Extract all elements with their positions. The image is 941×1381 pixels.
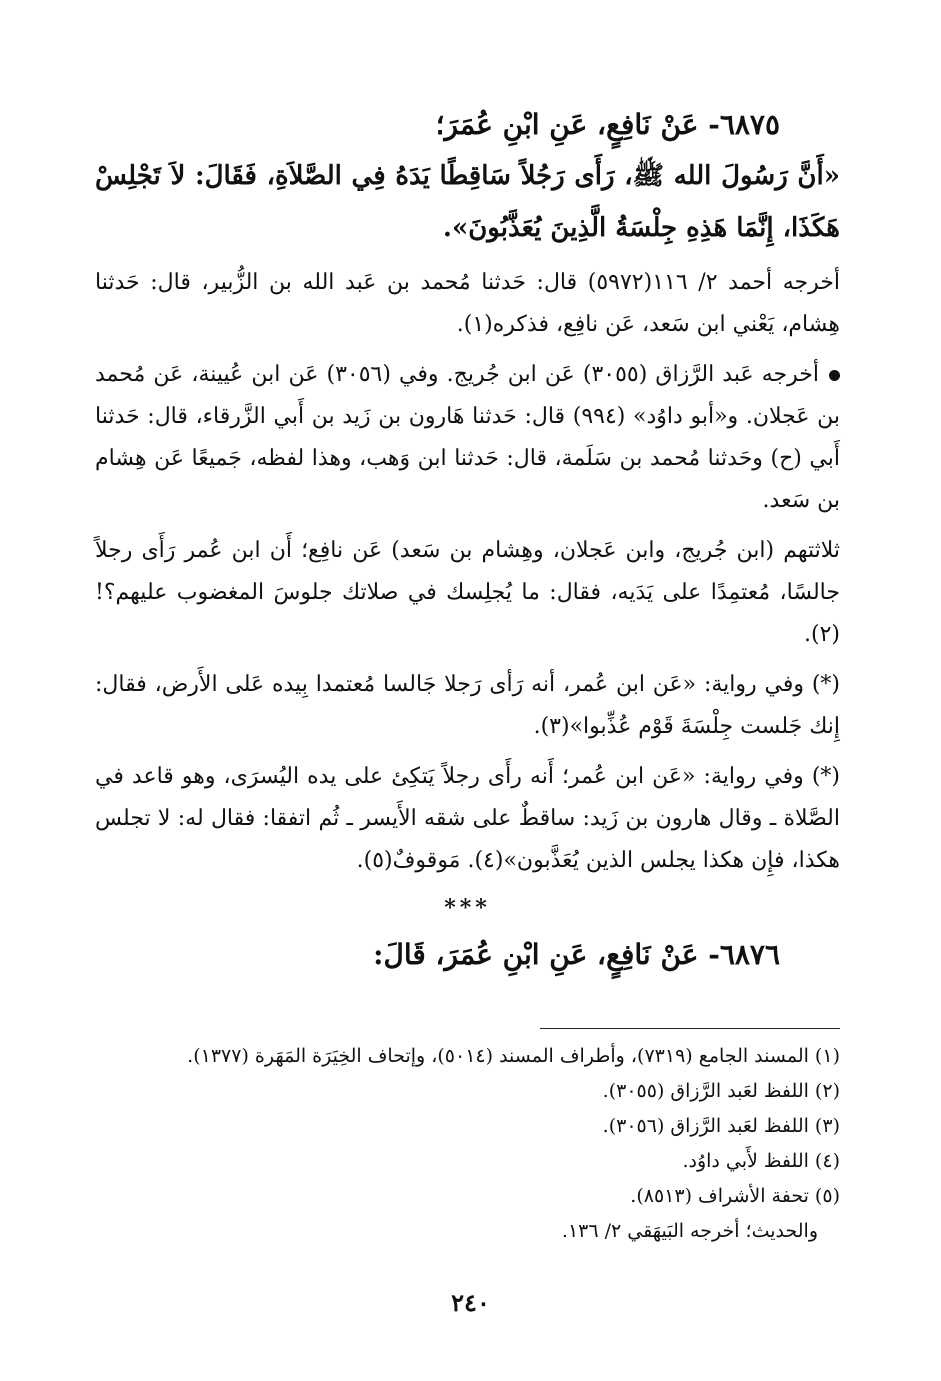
hadith-heading-6876: ٦٨٧٦- عَنْ نَافِعٍ، عَنِ ابْنِ عُمَرَ، قَالَ:: [373, 938, 780, 971]
footnote-1: (١) المسند الجامع (٧٣١٩)، وأطراف المسند (٥٠١٤)، وإتحاف الخِيَرَة المَهَرة (١٣٧٧).: [187, 1045, 840, 1067]
footnote-5-continuation: والحديث؛ أخرجه البَيهَقي ٢/ ١٣٦.: [561, 1220, 818, 1242]
footnote-5: (٥) تحفة الأشراف (٨٥١٣).: [630, 1185, 840, 1207]
takhrij-paragraph-2-text: أخرجه عَبد الرَّزاق (٣٠٥٥) عَن ابن جُريج. وفي (٣٠٥٦) عَن ابن عُيينة، عَن مُحمد بن عَجلان. و«أبو داوُد» (٩٩٤) قال: حَدثنا هَارون بن زَيد بن أَبي الزَّرقاء، قال: حَدثنا أَبي (ح) وحَدثنا مُحمد بن سَلَمة، قال: حَدثنا ابن وَهب، وهذا لفظه، جَميعًا عَن هِشام بن سَعد.: [95, 362, 841, 513]
footnote-2: (٢) اللفظ لعَبد الرَّزاق (٣٠٥٥).: [602, 1080, 840, 1102]
riwaya-paragraph-1: (*) وفي رواية: «عَن ابن عُمر، أنه رَأى رَجلا جَالسا مُعتمدا بِيده عَلى الأَرض، فقال: إِنك جَلست جِلْسَةَ قَوْم عُذِّبوا»(٣).: [95, 672, 840, 739]
page-number: ٢٤٠: [451, 1288, 490, 1317]
section-divider-stars: ***: [444, 895, 491, 921]
footnote-3: (٣) اللفظ لعَبد الرَّزاق (٣٠٥٦).: [602, 1115, 840, 1137]
footnote-separator-wrap: [95, 980, 840, 1039]
footnote-4: (٤) اللفظ لأَبي داوُد.: [682, 1150, 840, 1172]
takhrij-paragraph-3: ثلاثتهم (ابن جُريج، وابن عَجلان، وهِشام بن سَعد) عَن نافِع؛ أَن ابن عُمر رَأَى رجلاً جالسًا، مُعتمِدًا على يَدَيه، فقال: ما يُجلِسك في صلاتك جلوسَ المغضوب عليهم؟!(٢).: [95, 538, 840, 647]
hadith-text-6875: «أَنَّ رَسُولَ الله ﷺ، رَأَى رَجُلاً سَاقِطًا يَدَهُ فِي الصَّلاَةِ، فَقَالَ: لاَ تَجْلِسْ هَكَذَا، إِنَّمَا هَذِهِ جِلْسَةُ الَّذِينَ يُعَذَّبُونَ».: [95, 161, 840, 243]
riwaya-paragraph-2: (*) وفي رواية: «عَن ابن عُمر؛ أَنه رأَى رجلاً يَتكِئ على يده اليُسرَى، وهو قاعد في الصَّلاة ـ وقال هارون بن زَيد: ساقطٌ على شقه الأَيسر ـ ثُم اتفقا: فقال له: لا تجلس هكذا، فإِن هكذا يجلس الذين يُعَذَّبون»(٤). مَوقوفٌ(٥).: [95, 764, 840, 873]
page-body: [95, 100, 840, 1340]
footnotes-list: [95, 1039, 840, 1249]
takhrij-paragraph-1: أخرجه أحمد ٢/ ١١٦(٥٩٧٢) قال: حَدثنا مُحمد بن عَبد الله بن الزُّبير، قال: حَدثنا هِشام، يَعْني ابن سَعد، عَن نافِع، فذكره(١).: [95, 270, 840, 337]
bullet-icon: [829, 370, 840, 381]
footnote-separator: [540, 1028, 840, 1029]
takhrij-paragraph-2: [95, 354, 840, 522]
hadith-heading-6875: ٦٨٧٥- عَنْ نَافِعٍ، عَنِ ابْنِ عُمَرَ؛: [435, 108, 780, 141]
